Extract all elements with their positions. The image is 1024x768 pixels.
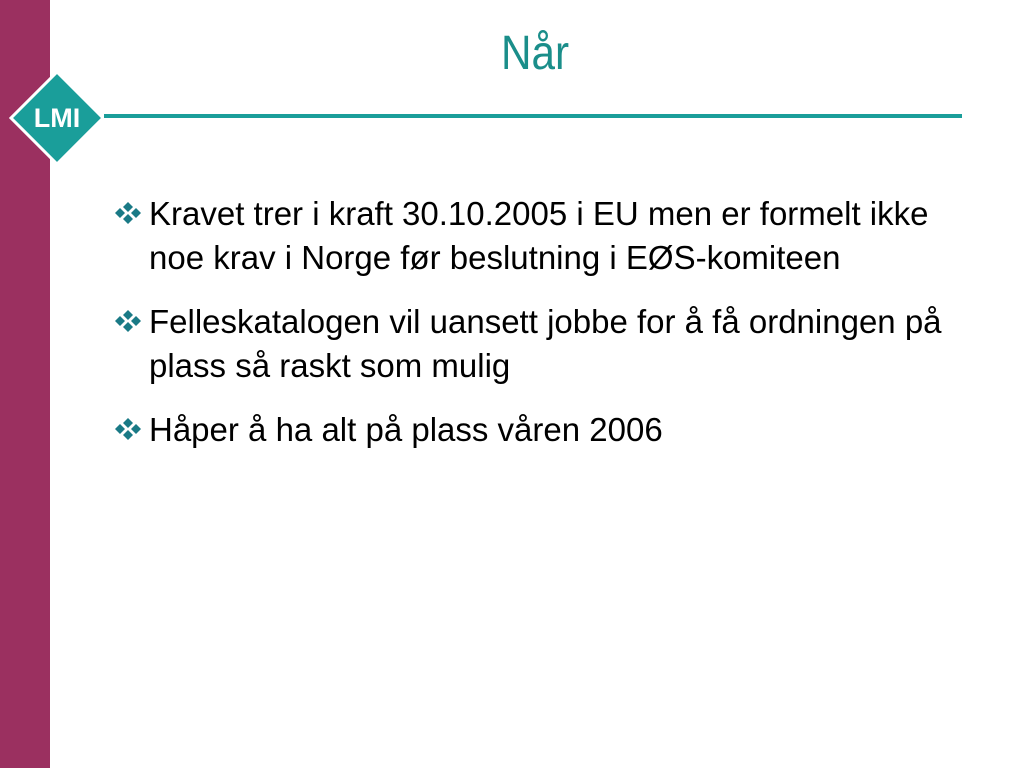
lmi-logo bbox=[9, 70, 105, 166]
four-diamond-bullet-icon bbox=[113, 309, 143, 333]
slide-title: Når bbox=[500, 27, 570, 80]
bullet-text: Kravet trer i kraft 30.10.2005 i EU men er formelt ikke noe krav i Norge før beslutning i EØS-komiteen bbox=[149, 195, 929, 276]
bullet-item bbox=[112, 300, 952, 388]
bullet-item bbox=[112, 408, 952, 452]
logo-text: LMI bbox=[33, 103, 81, 133]
bullet-item bbox=[112, 192, 952, 280]
title-underline bbox=[104, 114, 962, 118]
four-diamond-bullet-icon bbox=[113, 201, 143, 225]
four-diamond-bullet-icon bbox=[113, 417, 143, 441]
bullet-list bbox=[112, 192, 952, 472]
bullet-text: Håper å ha alt på plass våren 2006 bbox=[149, 411, 663, 448]
bullet-text: Felleskatalogen vil uansett jobbe for å få ordningen på plass så raskt som mulig bbox=[149, 303, 942, 384]
